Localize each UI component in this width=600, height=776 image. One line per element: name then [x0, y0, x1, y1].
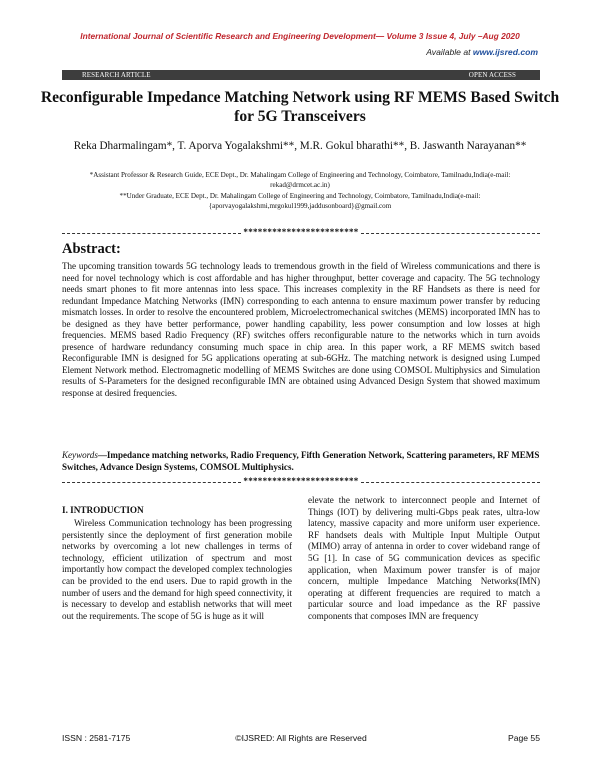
article-banner	[62, 70, 540, 80]
page-number: Page 55	[507, 733, 540, 743]
journal-url-link[interactable]: www.ijsred.com	[472, 47, 538, 57]
keywords-block	[62, 450, 540, 473]
separator-dash-left	[62, 482, 241, 483]
separator-stars: ************************	[243, 227, 359, 237]
introduction-right-column: elevate the network to interconnect people and Internet of Things (IOT) by delivering multi-Gbps peak rates, ultra-low latency, massive capacity and more uniform user experience. RF handsets deals with Multiple Input Multiple Output (MIMO) array of antenna in order to cover wideband range of 5G [1]. In case of 5G communication devices as specific application, when Maximum power transfer is of major concern, multiple Impedance Matching Networks(IMN) operating at different frequencies are required to match a particular source and load impedance as the RF passive components that composes IMN are frequency	[308, 495, 540, 621]
access-type-label: OPEN ACCESS	[468, 71, 516, 79]
author-list: Reka Dharmalingam*, T. Aporva Yogalakshmi**, M.R. Gokul bharathi**, B. Jaswanth Narayanan**	[73, 140, 527, 152]
introduction-left-column: Wireless Communication technology has been progressing persistently since the deployment of first generation mobile networks by overcoming a lot new challenges in terms of technology, efficient utilization of spectrum and most importantly how compact the developed complex technologies can be provided to the end users. Due to rapid growth in the number of users and the demand for high speed connectivity, it is necessary to develop and establish networks that will meet out the requirements. The scope of 5G is huge as it will	[62, 518, 292, 621]
separator-top	[62, 227, 540, 237]
page-footer	[62, 733, 540, 745]
journal-header: International Journal of Scientific Research and Engineering Development— Volume 3 Issue 4, July –Aug 2020	[80, 31, 520, 41]
affiliation-2: **Under Graduate, ECE Dept., Dr. Mahalingam College of Engineering and Technology, Coimbatore, Tamilnadu,India(e-mail: {aporvayogalakshmi,mrgokul1999,jaddusonboard}@gmail.com	[119, 192, 481, 210]
abstract-text: The upcoming transition towards 5G technology leads to tremendous growth in the field of Wireless communications and there is need for novel technology which is cost affordable and has higher throughput, better coverage and capacity. The 5G technology needs smart phones to fit more antennas into less space. This increases complexity in the RF Handsets as there is need for redundant Impedance Matching Networks (IMN) corresponding to each antenna to ensure maximum power transfer by reducing mismatch losses. In order to resolve the encountered problem, Microelectromechanical switches (MEMS) incorporated IMN has to be designed as they have better performance, power handling capability, less power consumption and low losses at high frequencies. MEMS based Radio Frequency (RF) switches offers reconfigurable nature to the networks which in turn avoids presence of hardware redundancy consuming much space in chip area. In this paper work, a RF MEMS switch based Reconfigurable IMN is designed for 5G applications operating at sub-6GHz. The matching network is designed using Lumped Element Network method. Electromagnetic modelling of MEMS Switches are done using COMSOL Multiphysics and Simulation results of S-Parameters for the designed reconfigurable IMN are obtained using Advanced Design System that showed maximum response at desired frequencies.	[62, 261, 540, 398]
abstract-heading: Abstract:	[62, 241, 121, 257]
keywords-text: —Impedance matching networks, Radio Frequency, Fifth Generation Network, Scattering parameters, RF MEMS Switches, Advance Design Systems, COMSOL Multiphysics.	[62, 450, 540, 472]
keywords-label: Keywords	[62, 450, 98, 460]
separator-dash-right	[361, 233, 540, 234]
separator-stars: ************************	[243, 476, 359, 486]
copyright-label: ©IJSRED: All Rights are Reserved	[235, 733, 367, 743]
article-type-label: RESEARCH ARTICLE	[82, 71, 151, 79]
separator-bottom	[62, 476, 540, 486]
introduction-heading: I. INTRODUCTION	[62, 505, 144, 515]
separator-dash-right	[361, 482, 540, 483]
separator-dash-left	[62, 233, 241, 234]
issn-label: ISSN : 2581-7175	[62, 733, 131, 743]
paper-title: Reconfigurable Impedance Matching Network using RF MEMS Based Switch for 5G Transceivers	[40, 89, 560, 125]
available-prefix: Available at	[426, 47, 471, 57]
availability-line	[426, 47, 538, 57]
affiliation-1: *Assistant Professor & Research Guide, ECE Dept., Dr. Mahalingam College of Engineering and Technology, Coimbatore, Tamilnadu,India(e-mail: rekad@drmcet.ac.in)	[89, 171, 511, 189]
